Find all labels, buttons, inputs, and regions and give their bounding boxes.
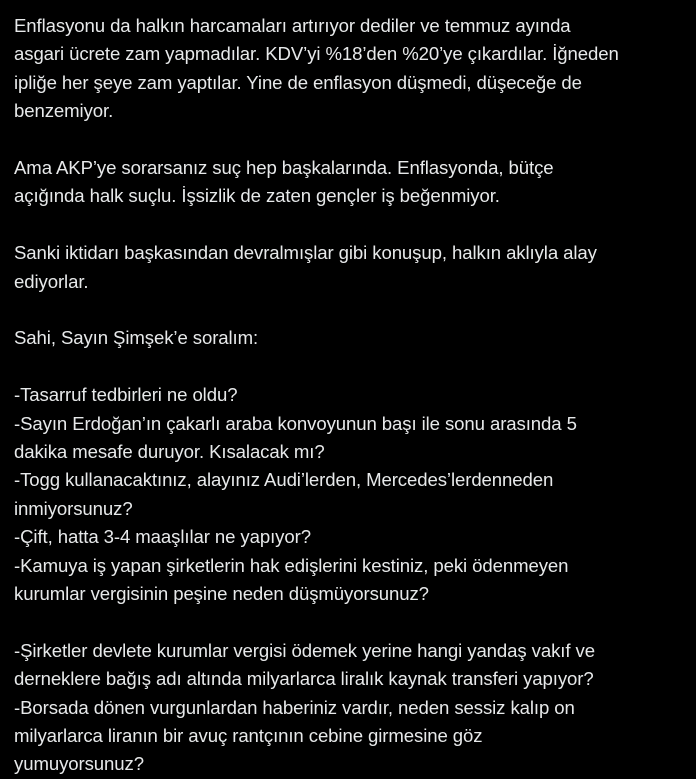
paragraph-questions-list-2 bbox=[14, 637, 684, 779]
text-line: -Tasarruf tedbirleri ne oldu? bbox=[14, 384, 238, 406]
text-line: yumuyorsunuz? bbox=[14, 753, 144, 775]
paragraph-question-intro bbox=[14, 324, 684, 352]
text-line: -Şirketler devlete kurumlar vergisi ödemek yerine hangi yandaş vakıf ve bbox=[14, 639, 595, 661]
text-line: Ama AKP’ye sorarsanız suç hep başkalarında. Enflasyonda, bütçe bbox=[14, 157, 554, 179]
text-line: -Kamuya iş yapan şirketlerin hak edişlerini kestiniz, peki ödenmeyen bbox=[14, 554, 569, 576]
text-line: Sanki iktidarı başkasından devralmışlar gibi konuşup, halkın aklıyla alay bbox=[14, 242, 597, 264]
text-line: kurumlar vergisinin peşine neden düşmüyorsunuz? bbox=[14, 583, 429, 605]
text-line: Enflasyonu da halkın harcamaları artırıyor dediler ve temmuz ayında bbox=[14, 15, 571, 36]
paragraph-inflation bbox=[14, 12, 684, 126]
text-line: Sahi, Sayın Şimşek’e soralım: bbox=[14, 327, 259, 349]
post-body-text bbox=[14, 12, 684, 779]
paragraph-blame bbox=[14, 154, 684, 211]
text-line: -Çift, hatta 3-4 maaşlılar ne yapıyor? bbox=[14, 526, 311, 548]
text-line: derneklere bağış adı altında milyarlarca liralık kaynak transferi yapıyor? bbox=[14, 668, 594, 690]
text-line: milyarlarca liranın bir avuç rantçının cebine girmesine göz bbox=[14, 725, 483, 747]
text-line: ediyorlar. bbox=[14, 270, 89, 292]
text-line: asgari ücrete zam yapmadılar. KDV’yi %18’den %20’ye çıkardılar. İğneden bbox=[14, 43, 619, 65]
text-line: inmiyorsunuz? bbox=[14, 497, 133, 519]
text-line: dakika mesafe duruyor. Kısalacak mı? bbox=[14, 441, 325, 463]
paragraph-questions-list-1 bbox=[14, 381, 684, 608]
text-line: -Sayın Erdoğan’ın çakarlı araba konvoyunun başı ile sonu arasında 5 bbox=[14, 412, 577, 434]
text-line: -Borsada dönen vurgunlardan haberiniz vardır, neden sessiz kalıp on bbox=[14, 696, 575, 718]
text-line: açığında halk suçlu. İşsizlik de zaten gençler iş beğenmiyor. bbox=[14, 185, 500, 207]
text-line: ipliğe her şeye zam yaptılar. Yine de enflasyon düşmedi, düşeceğe de bbox=[14, 71, 582, 93]
paragraph-mockery bbox=[14, 239, 684, 296]
text-line: -Togg kullanacaktınız, alayınız Audi’lerden, Mercedes’lerdenneden bbox=[14, 469, 554, 491]
text-line: benzemiyor. bbox=[14, 100, 114, 122]
